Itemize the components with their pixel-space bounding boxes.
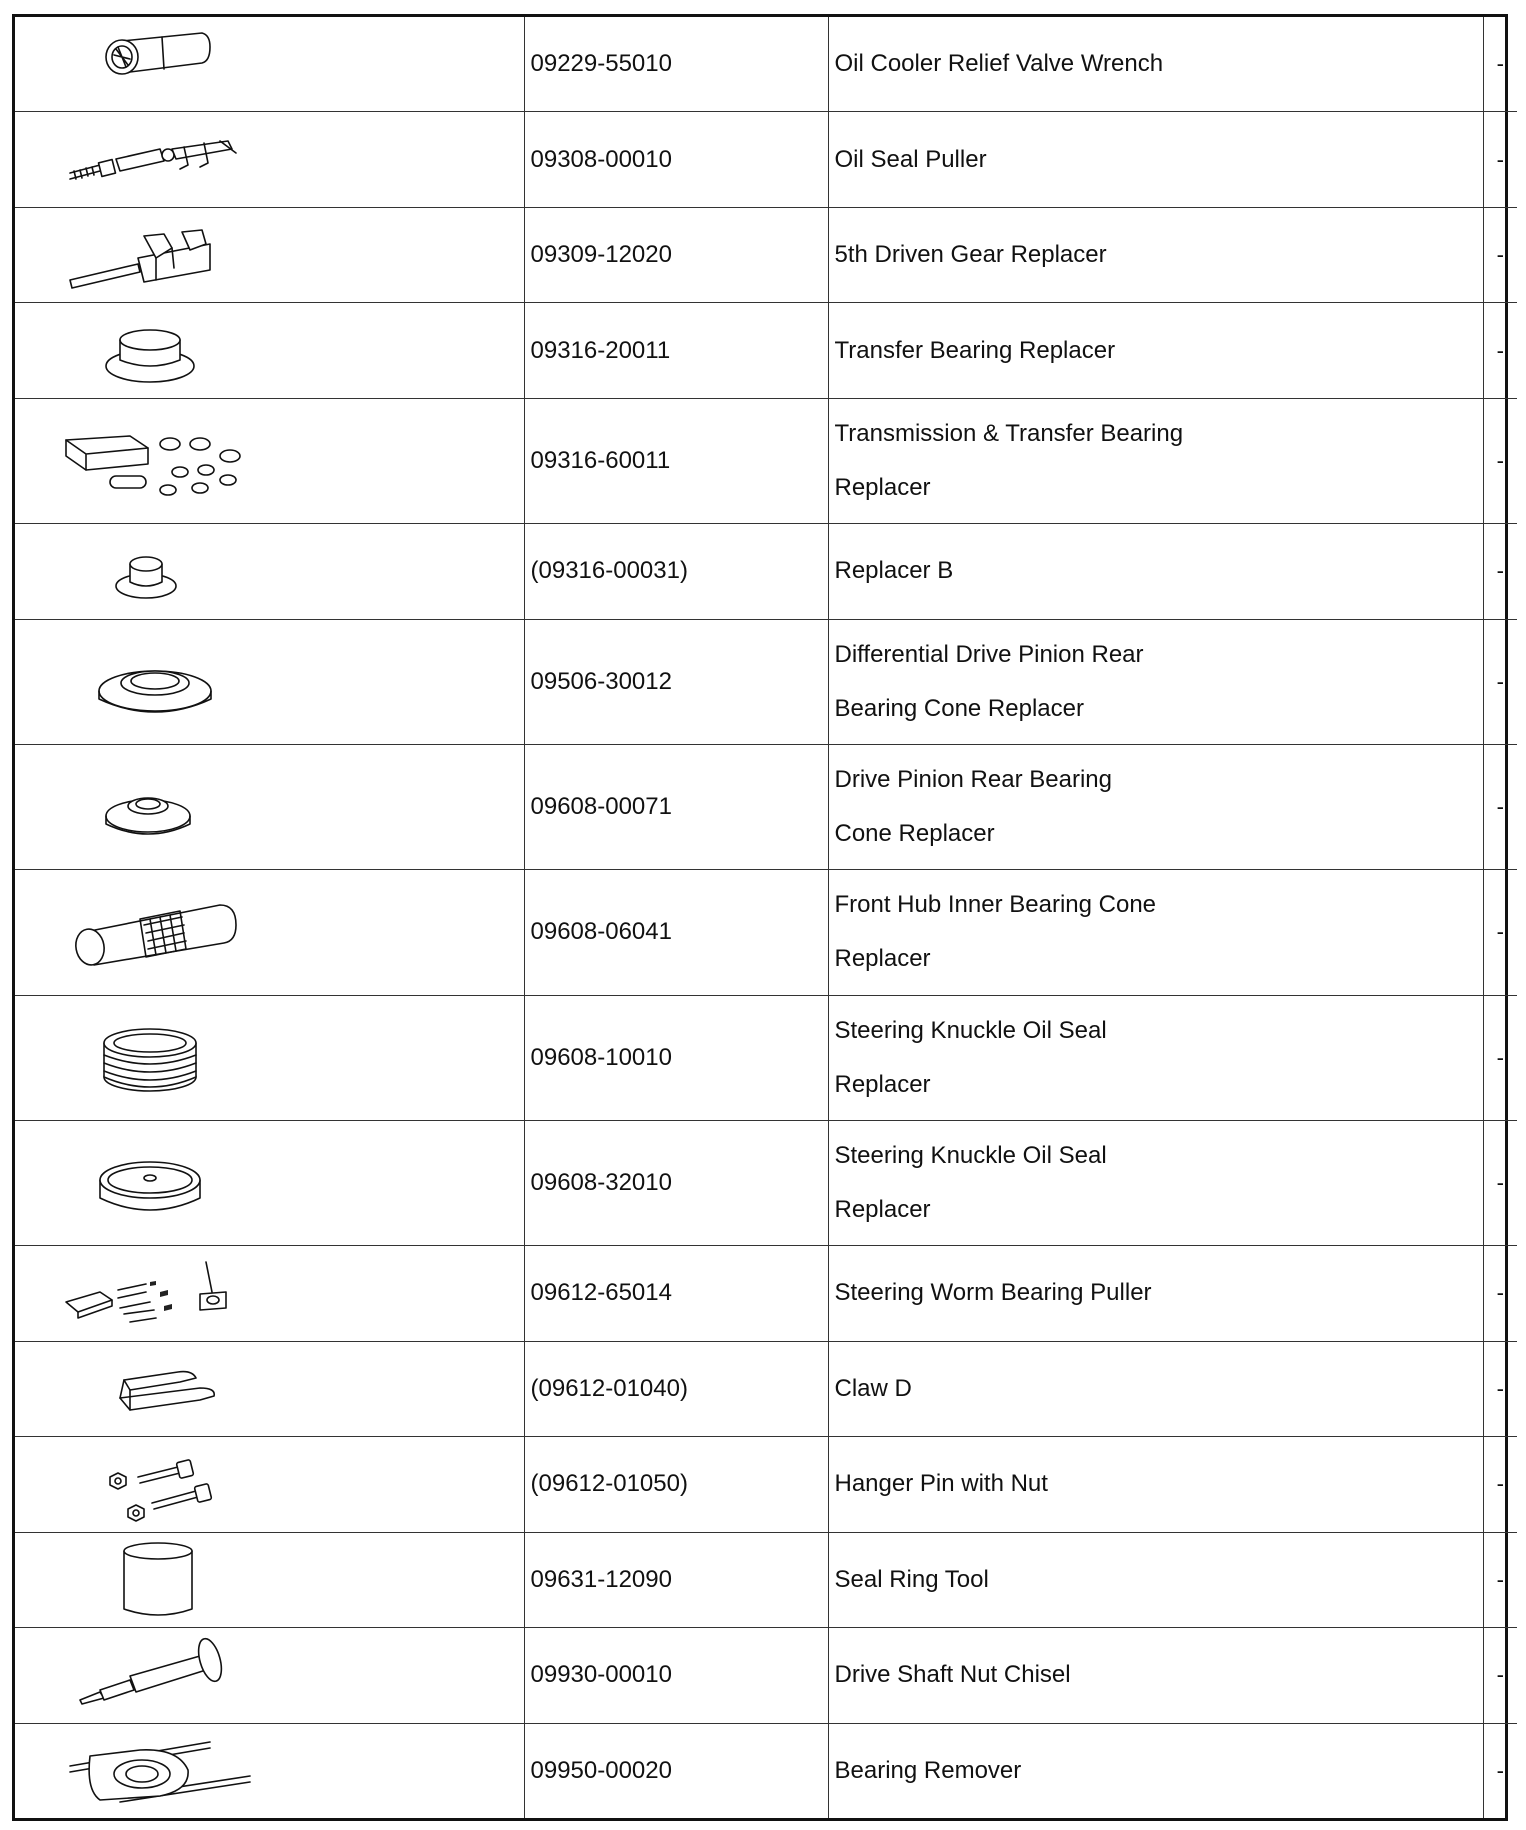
bearing-replacer-set-icon — [60, 420, 260, 502]
tool-description: Transfer Bearing Replacer — [828, 303, 1483, 398]
table-row — [15, 1341, 1517, 1436]
remark: - — [1483, 1723, 1517, 1818]
part-number: 09608-32010 — [524, 1120, 828, 1245]
remark: - — [1483, 1437, 1517, 1532]
remark: - — [1483, 1120, 1517, 1245]
remark: - — [1483, 17, 1517, 112]
part-number: 09631-12090 — [524, 1532, 828, 1627]
replacer-b-icon — [60, 530, 260, 612]
table-row — [15, 303, 1517, 398]
special-tools-table — [12, 14, 1508, 1821]
remark: - — [1483, 744, 1517, 869]
table-row — [15, 112, 1517, 207]
remark: - — [1483, 207, 1517, 302]
remark: - — [1483, 112, 1517, 207]
bearing-replacer-icon — [60, 310, 260, 392]
remark: - — [1483, 524, 1517, 619]
driven-gear-replacer-icon — [60, 214, 260, 296]
part-number: 09930-00010 — [524, 1628, 828, 1723]
remark: - — [1483, 1628, 1517, 1723]
remark: - — [1483, 1246, 1517, 1341]
oil-seal-puller-icon — [60, 119, 260, 201]
table-row — [15, 1246, 1517, 1341]
part-number: (09612-01040) — [524, 1341, 828, 1436]
oil-seal-replacer-ribbed-icon — [60, 1017, 260, 1099]
tool-description: Steering Knuckle Oil Seal Replacer — [828, 1120, 1483, 1245]
remark: - — [1483, 303, 1517, 398]
tool-description: Claw D — [828, 1341, 1483, 1436]
table-row — [15, 1723, 1517, 1818]
bearing-cone-replacer-icon — [60, 641, 260, 723]
tool-description: Seal Ring Tool — [828, 1532, 1483, 1627]
remark: - — [1483, 995, 1517, 1120]
part-number: (09612-01050) — [524, 1437, 828, 1532]
bearing-remover-icon — [60, 1730, 260, 1812]
table-row — [15, 1532, 1517, 1627]
tool-description: Steering Worm Bearing Puller — [828, 1246, 1483, 1341]
remark: - — [1483, 619, 1517, 744]
table-row — [15, 995, 1517, 1120]
part-number: 09316-20011 — [524, 303, 828, 398]
table-row — [15, 619, 1517, 744]
tool-description: Differential Drive Pinion Rear Bearing Cone Replacer — [828, 619, 1483, 744]
tool-description: Bearing Remover — [828, 1723, 1483, 1818]
part-number: 09506-30012 — [524, 619, 828, 744]
tool-description: Oil Seal Puller — [828, 112, 1483, 207]
remark: - — [1483, 398, 1517, 523]
part-number: 09308-00010 — [524, 112, 828, 207]
tool-description: Steering Knuckle Oil Seal Replacer — [828, 995, 1483, 1120]
remark: - — [1483, 1532, 1517, 1627]
table-row — [15, 870, 1517, 995]
part-number: 09950-00020 — [524, 1723, 828, 1818]
tool-description: Oil Cooler Relief Valve Wrench — [828, 17, 1483, 112]
table-row — [15, 744, 1517, 869]
tool-description: Transmission & Transfer Bearing Replacer — [828, 398, 1483, 523]
table-row — [15, 1437, 1517, 1532]
worm-bearing-puller-set-icon — [60, 1252, 260, 1334]
part-number: 09608-06041 — [524, 870, 828, 995]
cone-replacer-icon — [60, 766, 260, 848]
tool-description: Drive Shaft Nut Chisel — [828, 1628, 1483, 1723]
table-row — [15, 207, 1517, 302]
claw-icon — [60, 1348, 260, 1430]
part-number: 09612-65014 — [524, 1246, 828, 1341]
oil-seal-replacer-disc-icon — [60, 1142, 260, 1224]
tool-description: Drive Pinion Rear Bearing Cone Replacer — [828, 744, 1483, 869]
tool-description: Front Hub Inner Bearing Cone Replacer — [828, 870, 1483, 995]
tool-description: Hanger Pin with Nut — [828, 1437, 1483, 1532]
table-row — [15, 1120, 1517, 1245]
remark: - — [1483, 870, 1517, 995]
seal-ring-tool-icon — [60, 1539, 260, 1621]
tool-description: Replacer B — [828, 524, 1483, 619]
table-row — [15, 17, 1517, 112]
table-row — [15, 398, 1517, 523]
part-number: (09316-00031) — [524, 524, 828, 619]
remark: - — [1483, 1341, 1517, 1436]
table-row — [15, 1628, 1517, 1723]
part-number: 09229-55010 — [524, 17, 828, 112]
nut-chisel-icon — [60, 1634, 260, 1716]
table-row — [15, 524, 1517, 619]
knurled-cylinder-replacer-icon — [60, 891, 260, 973]
tool-description: 5th Driven Gear Replacer — [828, 207, 1483, 302]
part-number: 09608-00071 — [524, 744, 828, 869]
part-number: 09309-12020 — [524, 207, 828, 302]
part-number: 09608-10010 — [524, 995, 828, 1120]
part-number: 09316-60011 — [524, 398, 828, 523]
hanger-pin-nut-icon — [60, 1443, 260, 1525]
oil-cooler-relief-valve-wrench-icon — [60, 23, 260, 105]
